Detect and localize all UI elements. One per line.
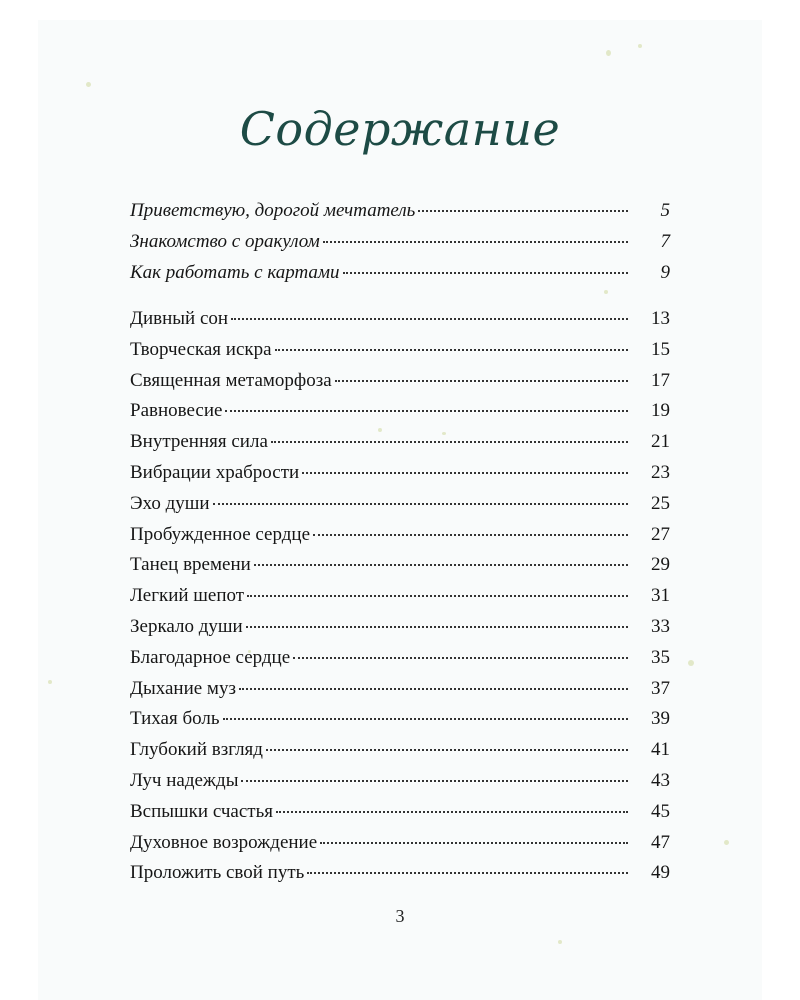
toc-entry[interactable] [130,400,670,431]
toc-entry[interactable] [130,832,670,863]
leader-dots [320,842,628,844]
toc-entry[interactable] [130,462,670,493]
toc-entry-page: 31 [651,585,670,607]
toc-entry-title: Вибрации храбрости [130,461,300,483]
page-number: 3 [395,906,405,926]
toc-entry-title: Равновесие [130,400,223,422]
toc-entry-page: 33 [651,615,670,637]
toc-entry-page: 5 [660,200,670,221]
toc-entry-title: Проложить свой путь [130,862,305,884]
toc-entry-page: 7 [660,230,670,252]
toc-entry[interactable] [130,431,670,462]
toc-entry-page: 21 [651,431,670,453]
leader-dots [418,210,628,212]
leader-dots [213,503,628,505]
toc-entry[interactable] [130,200,670,231]
toc-entry[interactable] [130,493,670,524]
toc-entry[interactable] [130,862,670,893]
toc-entry-page: 17 [651,369,670,391]
leader-dots [271,441,628,443]
leader-dots [254,564,628,566]
book-page [38,20,762,1000]
leader-dots [335,380,628,382]
leader-dots [313,534,628,536]
toc-entry-page: 25 [651,492,670,514]
toc-entry[interactable] [130,647,670,678]
toc-entry[interactable] [130,262,670,293]
toc-intro-list [130,200,670,292]
toc-entry-page: 35 [651,646,670,668]
toc-entry-page: 49 [651,862,670,884]
toc-entry[interactable] [130,554,670,585]
leader-dots [231,318,628,320]
toc-entry[interactable] [130,770,670,801]
toc-entry-title: Вспышки счастья [130,800,274,822]
toc-entry-page: 39 [651,708,670,730]
toc-entry-page: 47 [651,831,670,853]
leader-dots [302,472,628,474]
toc-entry-title: Дыхание муз [130,677,236,699]
toc-entry-title: Духовное возрождение [130,831,318,853]
leader-dots [247,595,628,597]
toc-entry-page: 13 [651,308,670,329]
toc-entry-page: 45 [651,800,670,822]
toc-entry-page: 19 [651,400,670,422]
toc-main-list [130,308,670,893]
leader-dots [223,718,628,720]
toc-entry-title: Знакомство с оракулом [130,230,320,252]
toc-entry-title: Тихая боль [130,708,220,730]
leader-dots [225,410,628,412]
toc-entry-page: 9 [660,261,670,283]
toc-entry-page: 43 [651,769,670,791]
toc-entry[interactable] [130,678,670,709]
page-title: Содержание [239,102,561,156]
toc-entry-title: Глубокий взгляд [130,739,263,761]
toc-entry-title: Приветствую, дорогой мечтатель [130,200,416,221]
toc-entry-page: 37 [651,677,670,699]
leader-dots [246,626,628,628]
toc-entry-title: Благодарное сердце [130,646,291,668]
toc-entry[interactable] [130,339,670,370]
toc-entry-title: Танец времени [130,554,251,576]
toc-entry[interactable] [130,524,670,555]
toc-entry-page: 27 [651,523,670,545]
toc-entry-title: Зеркало души [130,615,243,637]
toc-entry-title: Дивный сон [130,308,229,329]
toc-entry[interactable] [130,585,670,616]
toc-entry-page: 29 [651,554,670,576]
leader-dots [276,811,628,813]
toc-entry[interactable] [130,231,670,262]
leader-dots [241,780,628,782]
toc-entry-title: Легкий шепот [130,585,245,607]
leader-dots [293,657,628,659]
toc-entry-title: Священная метаморфоза [130,369,332,391]
toc-entry-page: 15 [651,338,670,360]
toc-entry[interactable] [130,739,670,770]
leader-dots [266,749,628,751]
leader-dots [323,241,628,243]
leader-dots [275,349,628,351]
toc-entry-page: 41 [651,739,670,761]
toc-entry-page: 23 [651,461,670,483]
toc-entry-title: Как работать с картами [130,261,340,283]
leader-dots [239,688,628,690]
leader-dots [343,272,628,274]
toc-entry[interactable] [130,616,670,647]
toc-entry-title: Творческая искра [130,338,272,360]
toc-entry[interactable] [130,370,670,401]
toc-entry[interactable] [130,801,670,832]
toc-entry[interactable] [130,708,670,739]
toc-entry-title: Эхо души [130,492,210,514]
toc-entry-title: Внутренняя сила [130,431,268,453]
leader-dots [307,872,628,874]
toc-entry[interactable] [130,308,670,339]
toc-entry-title: Луч надежды [130,769,239,791]
toc-entry-title: Пробужденное сердце [130,523,311,545]
